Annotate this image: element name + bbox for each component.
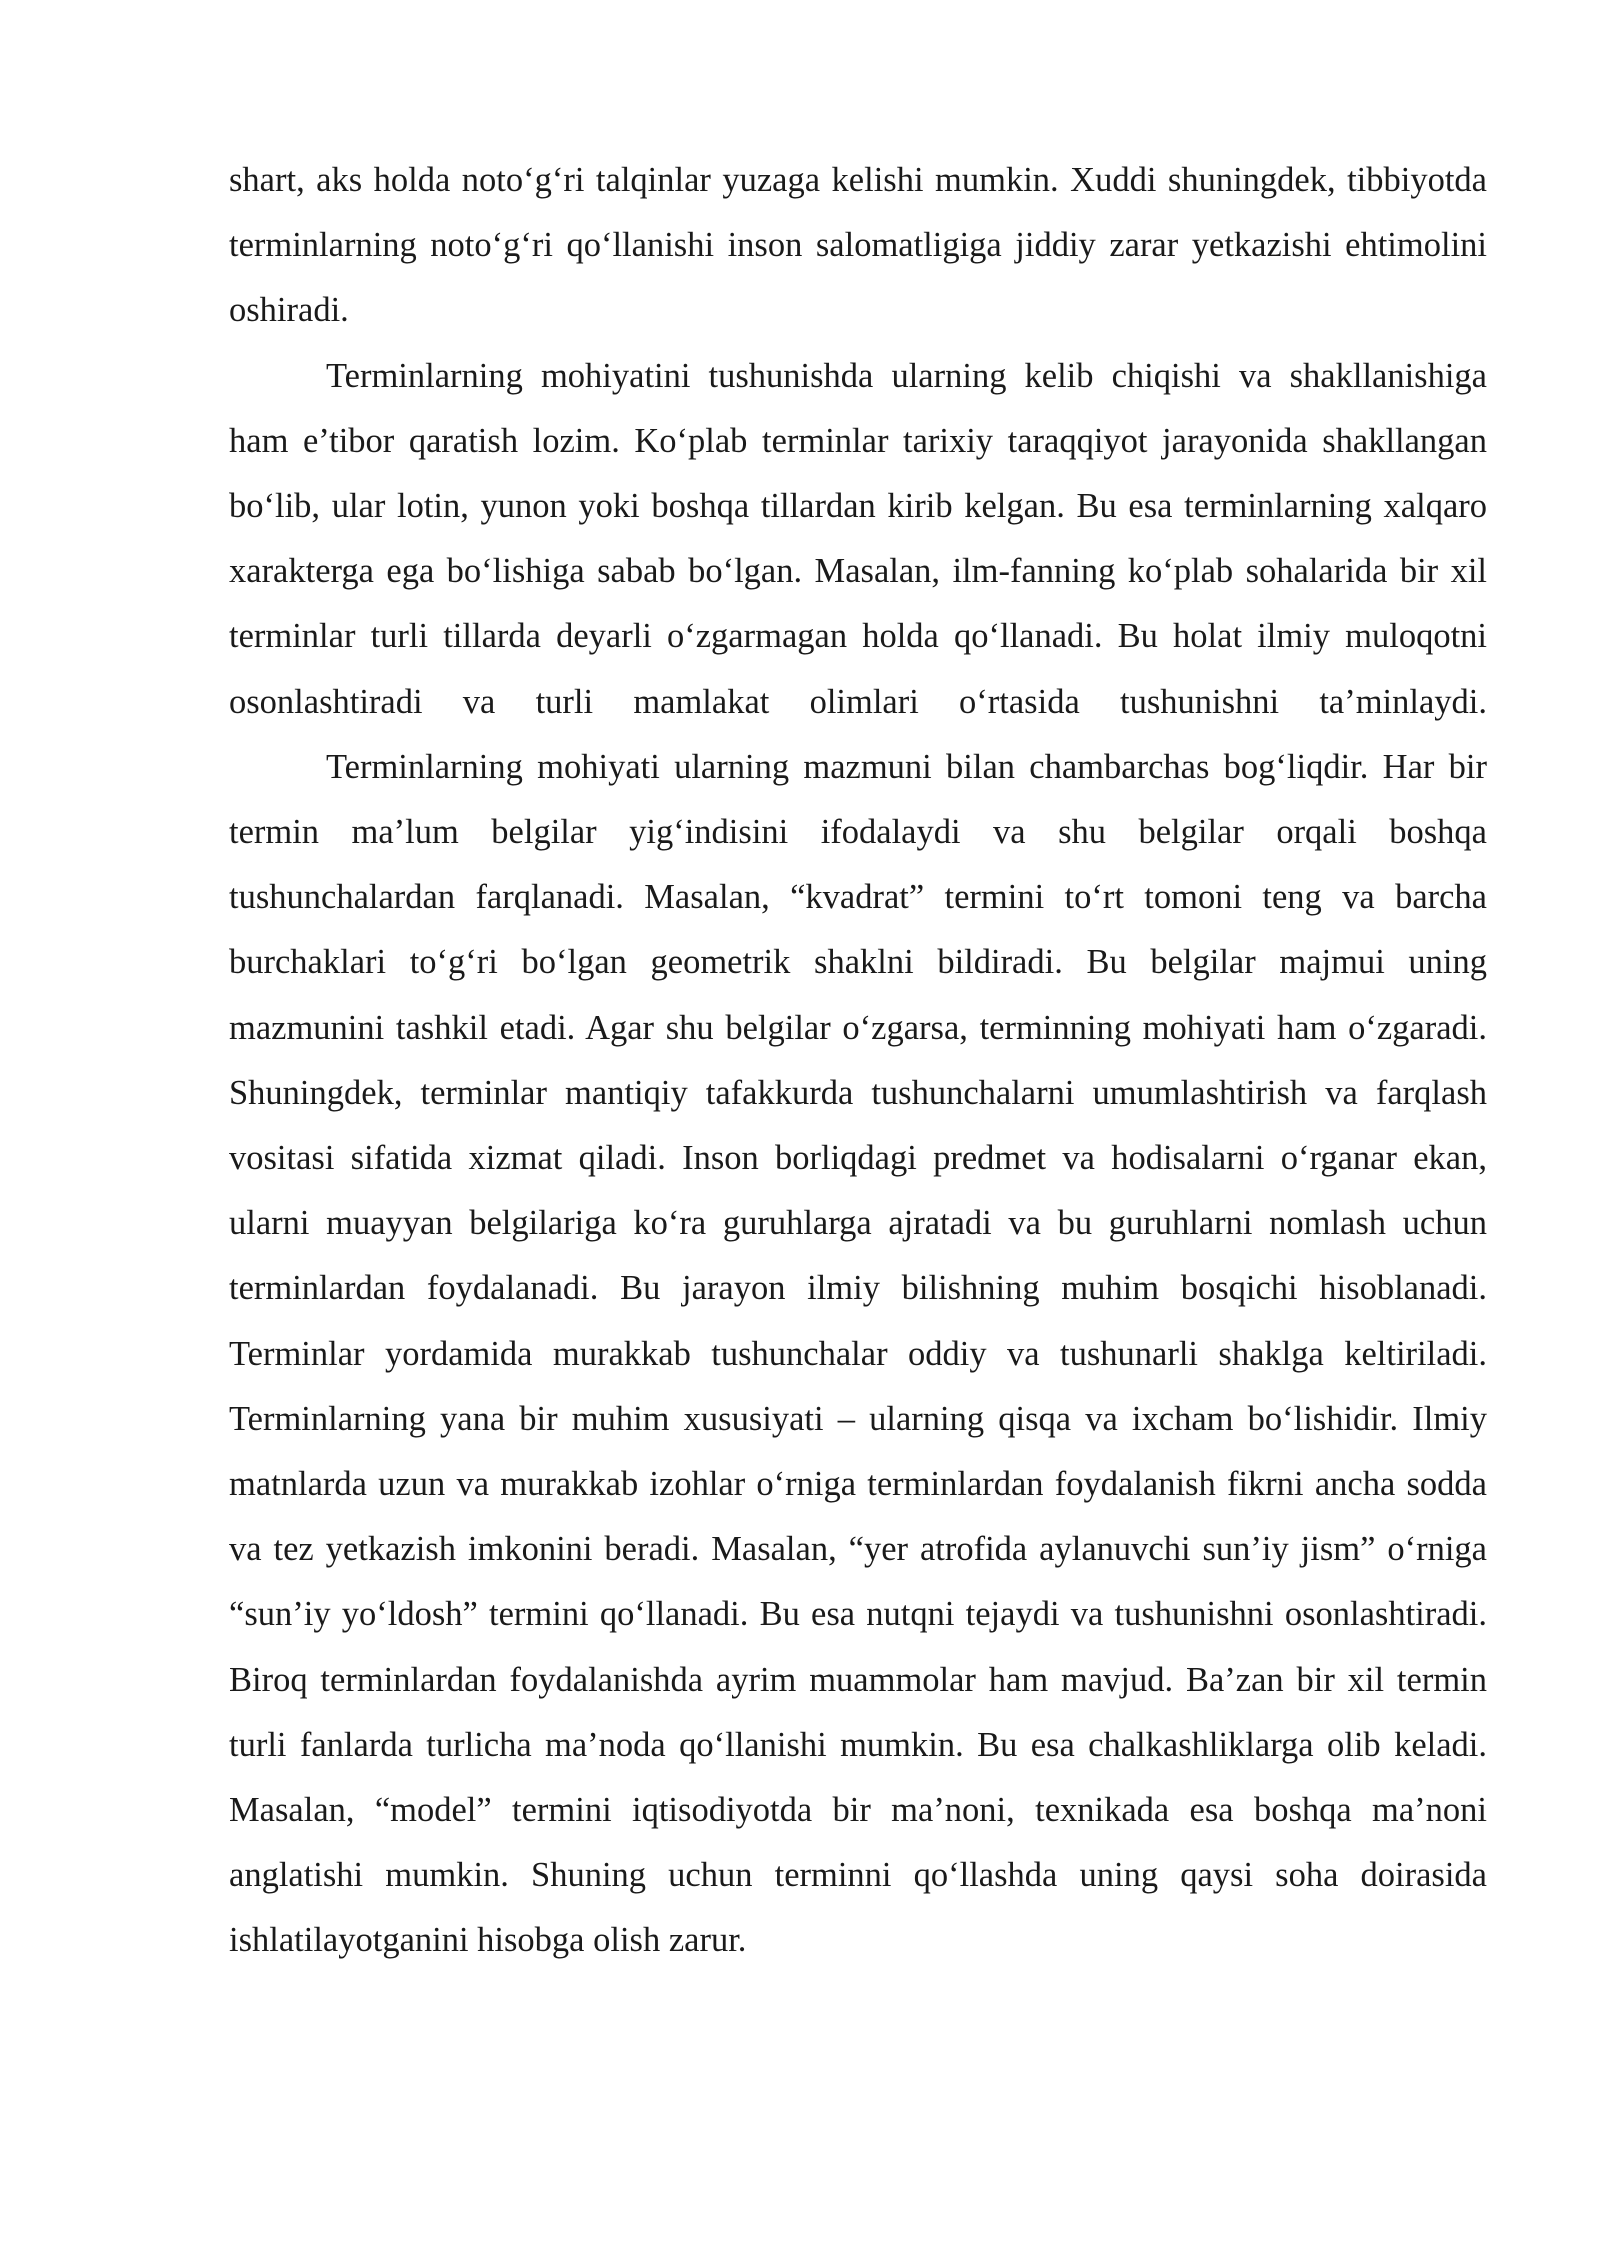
paragraph-2: Terminlarning mohiyatini tushunishda ularning kelib chiqishi va shakllanishiga ham e’tibor qaratish lozim. Ko‘plab terminlar tarixiy taraqqiyot jarayonida shakllangan bo‘lib, ular lotin, yunon yoki boshqa tillardan kirib kelgan. Bu esa terminlarning xalqaro xarakterga ega bo‘lishiga sabab bo‘lgan. Masalan, ilm-fanning ko‘plab sohalarida bir xil terminlar turli tillarda deyarli o‘zgarmagan holda qo‘llanadi. Bu holat ilmiy muloqotni osonlashtiradi va turli mamlakat olimlari o‘rtasida tushunishni ta’minlaydi. — [229, 356, 1487, 721]
paragraph-3: Terminlarning mohiyati ularning mazmuni bilan chambarchas bog‘liqdir. Har bir termin ma’lum belgilar yig‘indisini ifodalaydi va shu belgilar orqali boshqa tushunchalardan farqlanadi. Masalan, “kvadrat” termini to‘rt tomoni teng va barcha burchaklari to‘g‘ri bo‘lgan geometrik shaklni bildiradi. Bu belgilar majmui uning mazmunini tashkil etadi. Agar shu belgilar o‘zgarsa, terminning mohiyati ham o‘zgaradi. Shuningdek, terminlar mantiqiy tafakkurda tushunchalarni umumlashtirish va farqlash vositasi sifatida xizmat qiladi. Inson borliqdagi predmet va hodisalarni o‘rganar ekan, ularni muayyan belgilariga ko‘ra guruhlarga ajratadi va bu guruhlarni nomlash uchun terminlardan foydalanadi. Bu jarayon ilmiy bilishning muhim bosqichi hisoblanadi. Terminlar yordamida murakkab tushunchalar oddiy va tushunarli shaklga keltiriladi. Terminlarning yana bir muhim xususiyati – ularning qisqa va ixcham bo‘lishidir. Ilmiy matnlarda uzun va murakkab izohlar o‘rniga terminlardan foydalanish fikrni ancha sodda va tez yetkazish imkonini beradi. Masalan, “yer atrofida aylanuvchi sun’iy jism” o‘rniga “sun’iy yo‘ldosh” termini qo‘llanadi. Bu esa nutqni tejaydi va tushunishni osonlashtiradi. Biroq terminlardan foydalanishda ayrim muammolar ham mavjud. Ba’zan bir xil termin turli fanlarda turlicha ma’noda qo‘llanishi mumkin. Bu esa chalkashliklarga olib keladi. Masalan, “model” termini iqtisodiyotda bir ma’noni, texnikada esa boshqa ma’noni anglatishi mumkin. Shuning uchun terminni qo‘llashda uning qaysi soha doirasida ishlatilayotganini hisobga olish zarur. — [229, 747, 1487, 1960]
paragraph-1: shart, aks holda noto‘g‘ri talqinlar yuzaga kelishi mumkin. Xuddi shuningdek, tibbiyotda terminlarning noto‘g‘ri qo‘llanishi inson salomatligiga jiddiy zarar yetkazishi ehtimolini oshiradi. — [229, 161, 1487, 330]
body-text — [229, 148, 1487, 1974]
